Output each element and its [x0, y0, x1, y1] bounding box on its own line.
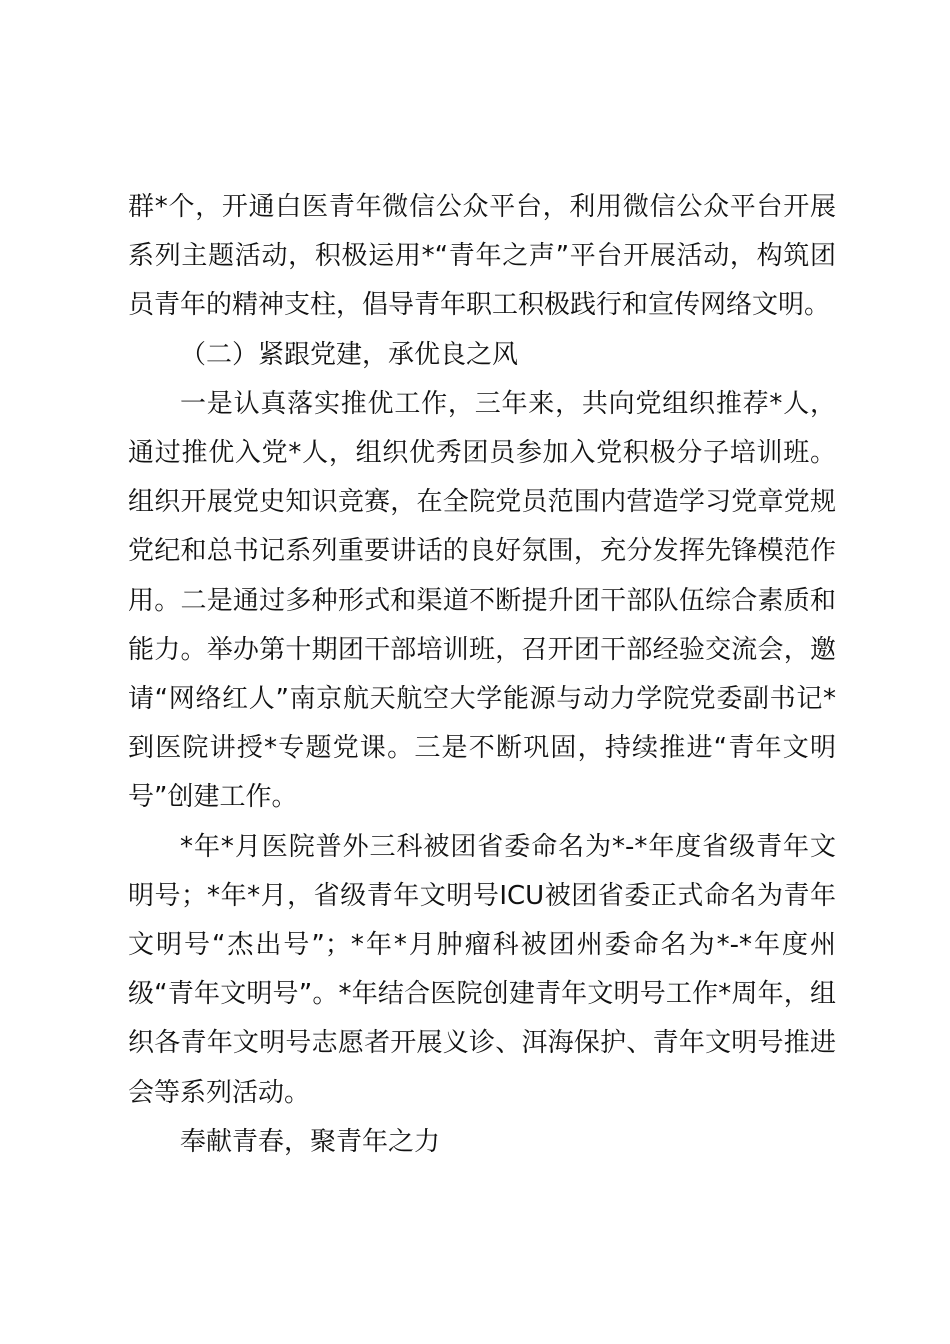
document-body — [128, 183, 836, 1167]
section-heading-dedicate-youth: 奉献青春，聚青年之力 — [180, 1126, 441, 1157]
paragraph-wechat-platform: 群*个，开通白医青年微信公众平台，利用微信公众平台开展系列主题活动，积极运用*“青年之声”平台开展活动，构筑团员青年的精神支柱，倡导青年职工积极践行和宣传网络文明。 — [128, 192, 836, 321]
section-heading-party-building: （二）紧跟党建，承优良之风 — [180, 339, 519, 370]
paragraph-youth-civilization-title: *年*月医院普外三科被团省委命名为*-*年度省级青年文明号；*年*月，省级青年文明号ICU被团省委正式命名为青年文明号“杰出号”；*年*月肿瘤科被团州委命名为*-*年度州级“青年文明号”。*年结合医院创建青年文明号工作*周年，组织各青年文明号志愿者开展义诊、洱海保护、青年文明号推进会等系列活动。 — [128, 831, 836, 1108]
paragraph-party-recommendation: 一是认真落实推优工作，三年来，共向党组织推荐*人，通过推优入党*人，组织优秀团员参加入党积极分子培训班。组织开展党史知识竞赛，在全院党员范围内营造学习党章党规党纪和总书记系列重要讲话的良好氛围，充分发挥先锋模范作用。二是通过多种形式和渠道不断提升团干部队伍综合素质和能力。举办第十期团干部培训班，召开团干部经验交流会，邀请“网络红人”南京航天航空大学能源与动力学院党委副书记*到医院讲授*专题党课。三是不断巩固，持续推进“青年文明号”创建工作。 — [128, 388, 836, 813]
